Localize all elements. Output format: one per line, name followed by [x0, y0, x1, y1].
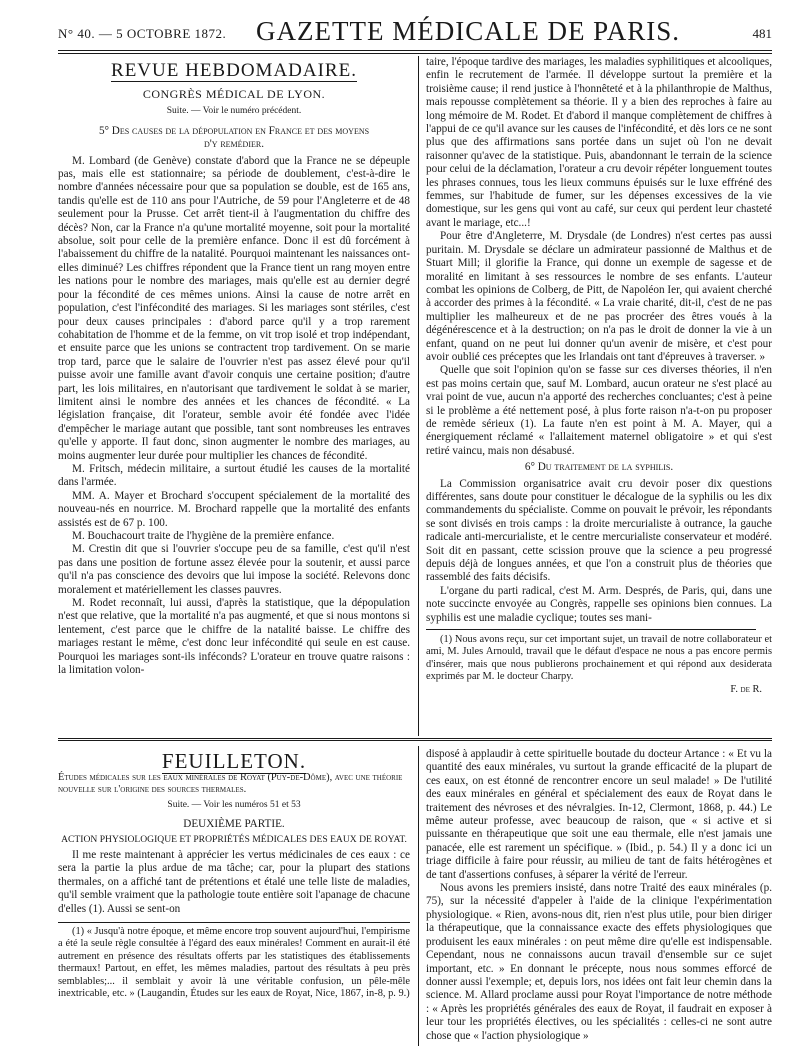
- feuilleton-separator: [58, 738, 772, 741]
- study-title: Études médicales sur les eaux minérales de Royat (Puy-de-Dôme), avec une théorie nouvelle sur l'origine des sources thermales.: [58, 772, 403, 796]
- footnote-signature: F. de R.: [730, 683, 762, 695]
- revue-subtitle: CONGRÈS MÉDICAL DE LYON.: [142, 87, 326, 101]
- feuilleton-title: FEUILLETON.: [161, 749, 307, 773]
- revue-left-column: [58, 60, 410, 677]
- feuilleton-paragraph-intro: Il me reste maintenant à apprécier les vertus médicinales de ces eaux : ce sera la partie la plus ardue de ma tâche; car, pour la plupart des stations thermales, on a affiché tant de prétentions et étalé une telle liste de maladies, qu'il semble vraiment que la pathologie toute entière soit l'apanage de chacune d'elles (1). Aussi se sent-on: [58, 849, 410, 915]
- masthead-rule: [58, 50, 772, 51]
- feuilleton-right-column: [426, 748, 772, 1043]
- masthead: [58, 14, 772, 50]
- paragraph-mayer-brochard: MM. A. Mayer et Brochard s'occupent spécialement de la mortalité des nouveau-nés en nourrice. M. Brochard rappelle que la mortalité des enfants assistés est de 67 p. 100.: [58, 489, 410, 529]
- section6-heading: 6° Du traitement de la syphilis.: [524, 461, 674, 474]
- lower-column-divider: [418, 746, 419, 1046]
- feuilleton-paragraph-method: Nous avons les premiers insisté, dans notre Traité des eaux minérales (p. 75), sur la nécessité d'appeler à l'aide de la clinique l'expérimentation physiologique. « Rien, avons-nous dit, rien n'est plus utile, pour bien diriger la thérapeutique, que la connaissance exacte des effets physiologiques que produisent les eaux minérales : on peut même dire qu'elle est indispensable. Cependant, nous ne connaissons aucun travail d'ensemble sur ce sujet important, etc. » En donnant le précepte, nous nous sommes efforcé de donner aussi l'exemple; et, depuis lors, nos idées ont fait leur chemin dans la science. M. Allard proclame aussi pour Royat l'importance de notre méthode : « Après les propriétés générales des eaux de Royat, il faudrait en exposer à leur tour les propriétés électives, ou les spécialités : celles-ci ne sont autre chose que « l'action physiologique »: [426, 882, 772, 1042]
- masthead-rule-2: [58, 53, 772, 54]
- footnote-rule: [426, 629, 756, 630]
- feuilleton-suite-note: Suite. — Voir les numéros 51 et 53: [167, 799, 301, 810]
- feuilleton-footnote-rule: [58, 922, 410, 923]
- part-heading: ACTION PHYSIOLOGIQUE ET PROPRIÉTÉS MÉDICALES DES EAUX DE ROYAT.: [61, 833, 407, 845]
- part-title: DEUXIÈME PARTIE.: [183, 818, 285, 831]
- revue-suite-note: Suite. — Voir le numéro précédent.: [166, 106, 302, 117]
- issue-date: N° 40. — 5 OCTOBRE 1872.: [58, 26, 227, 41]
- paragraph-opinion: Quelle que soit l'opinion qu'on se fasse sur ces diverses théories, il n'en est pas moins certain que, sauf M. Lombard, aucun orateur ne s'est placé au vrai point de vue, aucun n'a apporté des recherches concluantes; c'est à peine si le problème a été nettement posé, à plus forte raison n'a-t-on pu proposer de remède sérieux (1). La faute n'en est point à M. A. Mayer, qui a énergiquement réclamé « l'allaitement maternel obligatoire » et qui s'est retiré vaincu, mais non désabusé.: [426, 364, 772, 457]
- paragraph-rodet-continued: taire, l'époque tardive des mariages, les maladies syphilitiques et alcooliques, enfin le recrutement de l'armée. Il développe surtout la première et la troisième cause; il rend justice à l'honnêteté et à la philanthropie de Malthus, mais repousse complètement sa théorie. Il y a bien des reproches à faire au long mémoire de M. Rodet. Et d'abord il manque complètement de chiffres à l'appui de ce qu'il avance sur les causes de l'infécondité, et dès lors ce ne sont plus que des affirmations sans portée dans un sujet où l'on ne devait raisonner qu'avec de la statistique. Puis, abandonnant le terrain de la science pour celui de la déclamation, l'orateur a cru devoir répéter longuement toutes les phrases connues, tous les lieux communs épuisés sur le luxe effréné des femmes, sur l'habitude de fumer, sur les dépenses excessives de la vie domestique, sur les gens qui vont au café, sur ceux qui perdent leur chasteté avant le mariage, etc...!: [426, 56, 772, 229]
- page-number: 481: [752, 26, 772, 41]
- upper-column-divider: [418, 56, 419, 736]
- paragraph-despres: L'organe du parti radical, c'est M. Arm. Després, de Paris, qui, dans une note succincte envoyée au Congrès, rappelle ses opinions bien connues. La syphilis est une maladie cyclique; toutes ses mani-: [426, 584, 772, 624]
- revue-title: REVUE HEBDOMADAIRE.: [111, 60, 357, 81]
- feuilleton-paragraph-artance: disposé à applaudir à cette spirituelle boutade du docteur Artance : « Et vu la quantité des eaux minérales, vu surtout la grande efficacité de la plupart de ces eaux, on est étonné de rencontrer encore un seul malade! » De l'utilité des eaux minérales en général et spécialement des eaux de Royat dans le traitement des névroses et des névralgies. In-12, Clermont, 1868, p. 44.) Le même auteur professe, avec beaucoup de raison, que « si active et si puissante en thérapeutique que soit une eau thermale, elle n'est jamais une panacée, elle est rarement un spécifique. » (Ibid., p. 54.) Il y a donc ici un triage difficile à faire pour réussir, au milieu de tant de faits hétérogènes et de tant d'assertions confuses, à séparer la vérité de l'erreur.: [426, 748, 772, 881]
- section5-heading: 5° Des causes de la dépopulation en France et des moyens d'y remédier.: [98, 124, 370, 151]
- paragraph-lombard: M. Lombard (de Genève) constate d'abord que la France ne se dépeuple pas, mais elle est stationnaire; sa période de doublement, c'est-à-dire le nombre d'années nécessaire pour que sa population se double, est de 165 ans, tandis qu'elle est de 110 ans pour l'Autriche, de 59 pour l'Angleterre et de 48 seulement pour la Prusse. Cet arrêt tient-il à l'augmentation du chiffre des décès? Non, car la France n'a qu'une mortalité moyenne, soit pour la mortalité absolue, soit pour celle de la première enfance. Donc il est dû forcément à l'abaissement du chiffre de la natalité. Pourquoi maintenant les naissances ont-elles diminué? Les chiffres répondent que la France tient un rang moyen entre les nations pour le nombre des mariages, mais qu'elle est au dernier degré pour la fécondité de ces mêmes unions. Ainsi la cause de notre arrêt en population, c'est l'infécondité des mariages. Si les mariages sont stériles, c'est pour deux causes principales : d'abord parce qu'il y a trop rarement cohabitation de l'homme et de la femme, on vit trop isolé et trop indépendant, et ensuite parce que les unions se contractent trop tardivement. On se marie trop tard, parce que le salaire de l'ouvrier n'est pas assez élevé pour qu'il puisse avoir une famille avant d'avoir conquis une certaine position; d'autre part, les lois militaires, en n'autorisant que tardivement le soldat à se marier, limitent ainsi le nombre des années et les chances de fécondité. « La législation française, dit l'orateur, semble avoir été fondée avec l'idée d'empêcher le mariage autant que possible, tant sont nombreuses les entraves qu'elle y apporte. Il faut donc, sinon augmenter le nombre des mariages, au moins augmenter leur durée pour multiplier les chances de fécondité.: [58, 154, 410, 462]
- revue-footnote: (1) Nous avons reçu, sur cet important sujet, un travail de notre collaborateur et ami, M. Jules Arnould, travail que le défaut d'espace ne nous a pas encore permis d'insérer, mais que nous publierons prochainement et qui répond aux desiderata exprimés par M. le docteur Charpy.: [426, 634, 772, 683]
- paragraph-fritsch: M. Fritsch, médecin militaire, a surtout étudié les causes de la mortalité dans l'armée.: [58, 462, 410, 489]
- revue-right-column: [426, 56, 772, 696]
- paragraph-drysdale: Pour être d'Angleterre, M. Drysdale (de Londres) n'est certes pas aussi puritain. M. Drysdale se déclare un admirateur passionné de Malthus et de Stuart Mill; il glorifie la France, qui donne un exemple de sagesse et de moralité en limitant à ses ressources le nombre de ses enfants. L'auteur combat les opinions de Colberg, de Pitt, de Napoléon Ier, qui avaient cherché à accorder des primes à la fécondité. « La vraie charité, dit-il, c'est de ne pas multiplier les malheureux et de ne pas procréer des êtres voués à la dégénérescence et à la destruction; on n'a pas le droit de donner la vie à un enfant, quand on ne peut lui donner qu'un avenir de misère, et c'est pour avoir oublié ces préceptes que les Irlandais ont tant d'épreuves à traverser. »: [426, 230, 772, 363]
- paragraph-rodet: M. Rodet reconnaît, lui aussi, d'après la statistique, que la dépopulation n'est que relative, que la mortalité n'a pas augmenté, et que si nous montons si lentement, c'est parce que le chiffre de la natalité baisse. Le chiffre des mariages restant le même, c'est donc leur infécondité qui seule en est cause. Pourquoi les mariages sont-ils inféconds? L'orateur en trouve quatre raisons : la limitation volon-: [58, 597, 410, 677]
- feuilleton-left-column: [58, 750, 410, 1001]
- paragraph-bouchacourt: M. Bouchacourt traite de l'hygiène de la première enfance.: [72, 530, 335, 542]
- paragraph-commission: La Commission organisatrice avait cru devoir poser dix questions différentes, sans doute pour constituer le décalogue de la syphilis ou les dix commandements du spécialiste. Comme on pouvait le prévoir, les répondants se sont divisés en trois camps : la droite mercurialiste à outrance, la gauche radicale anti-mercurialiste, et le centre mercurialiste conservateur et modéré. Soit dit en passant, cette scission prouve que la science a peu progressé depuis déjà de longues années, et que l'on a construit plus de théories que rassemblé des faits décisifs.: [426, 477, 772, 584]
- feuilleton-footnote: (1) « Jusqu'à notre époque, et même encore trop souvent aujourd'hui, l'empirisme a été la seule règle consultée à l'égard des eaux minérales! Comment en aurait-il été autrement en présence des résultats offerts par les statistiques des établissements thermaux! Partout, en effet, les mêmes maladies, partout des résultats à peu près semblables;... il semblait y avoir là une véritable confusion, un pêle-mêle inextricable, etc. » (Laugandin, Études sur les eaux de Royat, Nice, 1867, in-8, p. 9.): [58, 926, 410, 1000]
- paragraph-crestin: M. Crestin dit que si l'ouvrier s'occupe peu de sa famille, c'est qu'il n'est pas dans une position de fortune assez élevée pour la soutenir, et aussi parce qu'il n'a pas conscience des devoirs que lui impose la société. Relevons donc moralement et matériellement les classes pauvres.: [58, 543, 410, 596]
- newspaper-title: GAZETTE MÉDICALE DE PARIS.: [256, 16, 680, 46]
